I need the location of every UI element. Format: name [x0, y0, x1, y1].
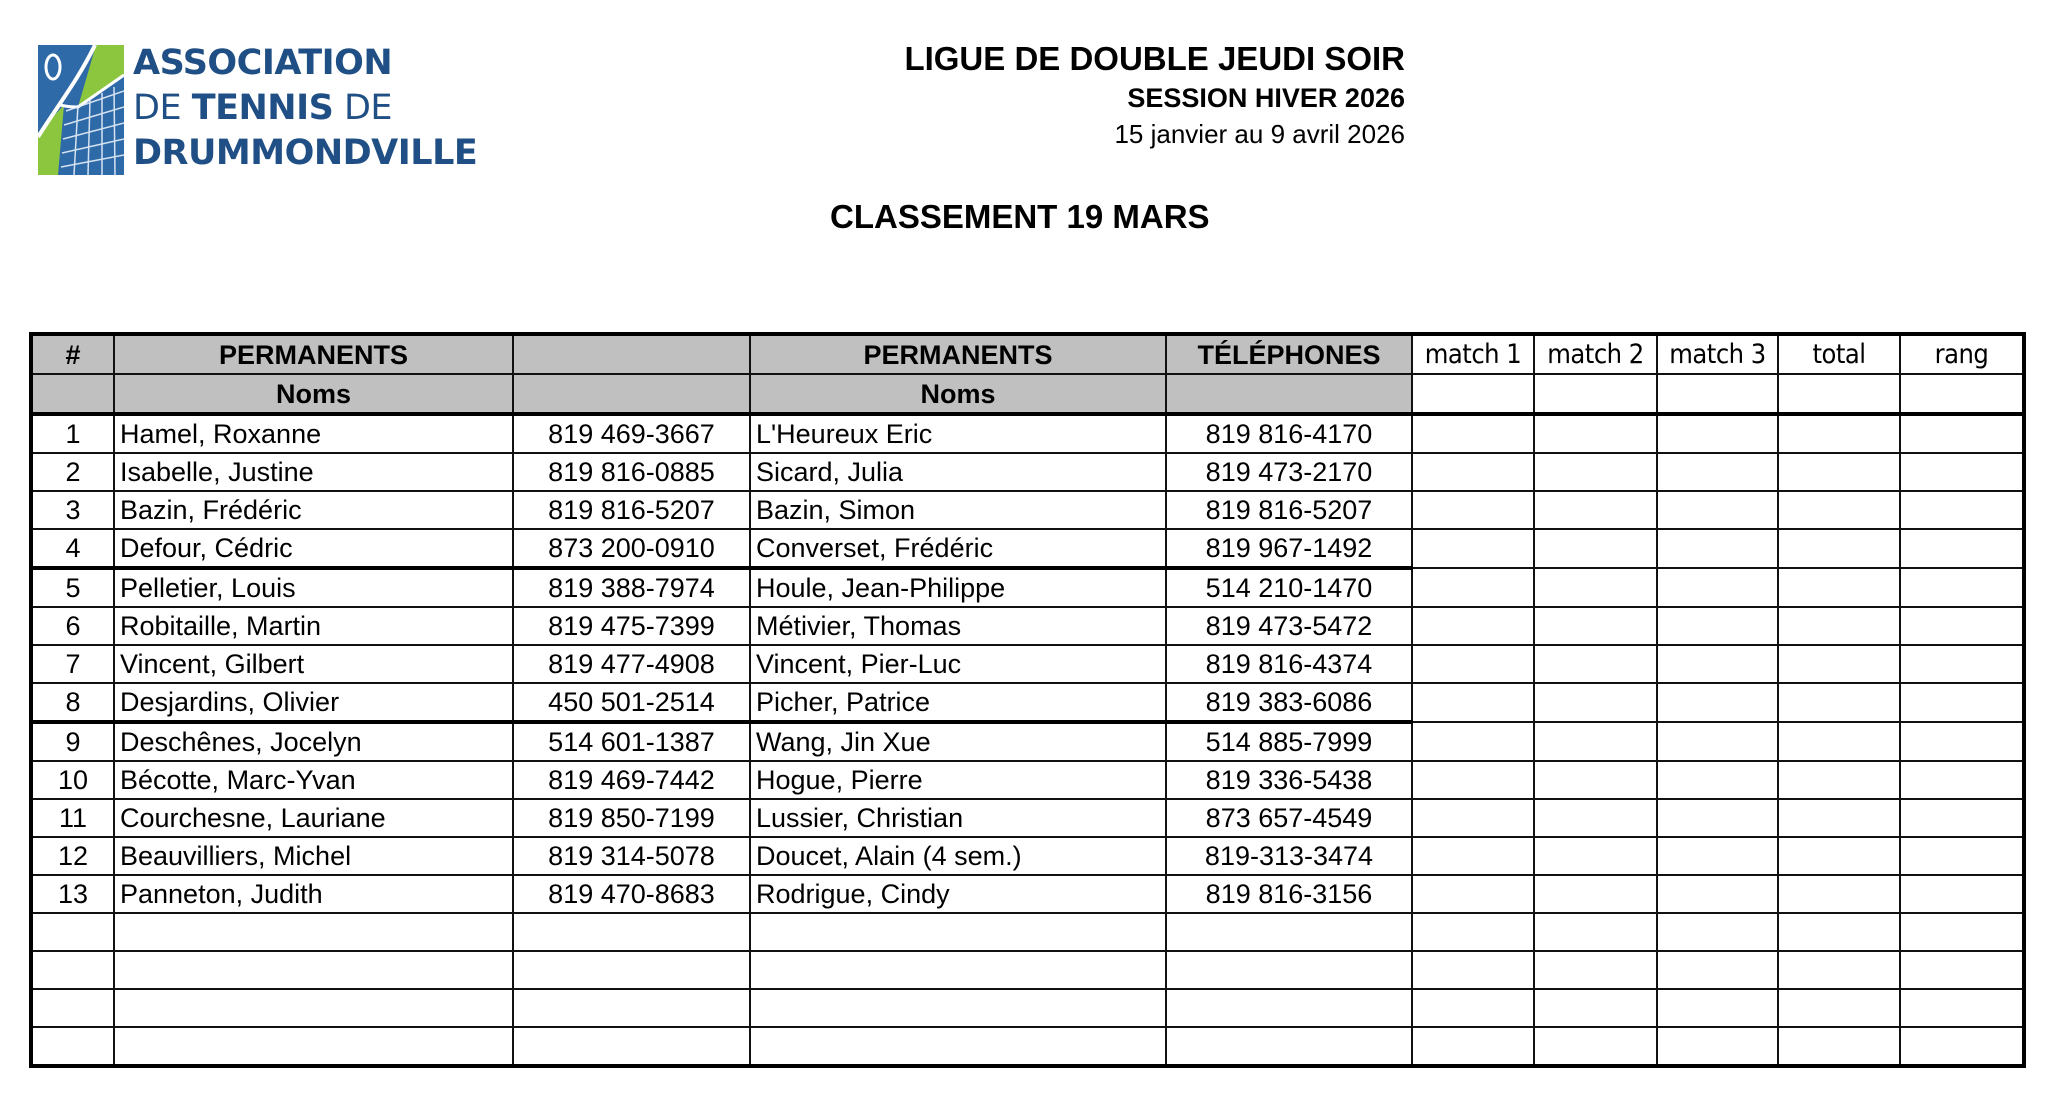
- match-1-score: [1412, 453, 1534, 491]
- column-header-permanents-1: PERMANENTS: [114, 334, 513, 374]
- match-2-score: [1534, 607, 1657, 645]
- logo-line-3: DRUMMONDVILLE: [133, 133, 478, 173]
- column-header-number: #: [31, 334, 114, 374]
- rank-cell: [1900, 414, 2024, 453]
- total-score: [1778, 568, 1900, 607]
- column-header-permanents-2: PERMANENTS: [750, 334, 1166, 374]
- player-2-name: Métivier, Thomas: [750, 607, 1166, 645]
- match-3-score: [1657, 491, 1778, 529]
- player-1-phone: 819 388-7974: [513, 568, 750, 607]
- match-2-score: [1534, 645, 1657, 683]
- match-3-score: [1657, 761, 1778, 799]
- match-1-score: [1412, 951, 1534, 989]
- match-1-score: [1412, 1027, 1534, 1066]
- match-3-score: [1657, 645, 1778, 683]
- player-1-name: Robitaille, Martin: [114, 607, 513, 645]
- column-header-phones: TÉLÉPHONES: [1166, 334, 1412, 374]
- team-number: [31, 913, 114, 951]
- subheader-phones: [1166, 374, 1412, 414]
- team-number: 9: [31, 722, 114, 761]
- player-2-phone: 819 816-4170: [1166, 414, 1412, 453]
- tennis-logo-icon: [38, 45, 124, 175]
- match-3-score: [1657, 875, 1778, 913]
- match-2-score: [1534, 568, 1657, 607]
- match-2-score: [1534, 453, 1657, 491]
- player-2-phone: [1166, 989, 1412, 1027]
- column-header-phone-1: [513, 334, 750, 374]
- match-3-score: [1657, 989, 1778, 1027]
- rank-cell: [1900, 1027, 2024, 1066]
- rank-cell: [1900, 837, 2024, 875]
- team-number: 5: [31, 568, 114, 607]
- column-header-match-2: match 2: [1534, 334, 1657, 374]
- match-1-score: [1412, 607, 1534, 645]
- logo-line-1: ASSOCIATION: [133, 43, 393, 83]
- total-score: [1778, 951, 1900, 989]
- table-row: [31, 951, 2024, 989]
- player-1-phone: [513, 951, 750, 989]
- column-header-match-1: match 1: [1412, 334, 1534, 374]
- player-1-name: [114, 913, 513, 951]
- logo-wordmark: [133, 41, 477, 176]
- rank-cell: [1900, 989, 2024, 1027]
- player-2-name: Lussier, Christian: [750, 799, 1166, 837]
- table-row: [31, 989, 2024, 1027]
- player-2-phone: 819 967-1492: [1166, 529, 1412, 568]
- rank-cell: [1900, 607, 2024, 645]
- column-header-rank: rang: [1900, 334, 2024, 374]
- match-1-score: [1412, 837, 1534, 875]
- match-1-score: [1412, 529, 1534, 568]
- player-2-phone: 819 816-4374: [1166, 645, 1412, 683]
- league-title: LIGUE DE DOUBLE JEUDI SOIR: [904, 40, 1405, 77]
- ranking-title: CLASSEMENT 19 MARS: [830, 198, 1210, 235]
- table-row: [31, 453, 2024, 491]
- logo-line-2: DE TENNIS DE: [133, 88, 393, 128]
- match-2-score: [1534, 951, 1657, 989]
- match-3-score: [1657, 1027, 1778, 1066]
- player-1-phone: [513, 913, 750, 951]
- match-2-score: [1534, 837, 1657, 875]
- match-1-score: [1412, 913, 1534, 951]
- player-1-name: Hamel, Roxanne: [114, 414, 513, 453]
- team-number: 3: [31, 491, 114, 529]
- player-2-name: Sicard, Julia: [750, 453, 1166, 491]
- total-score: [1778, 529, 1900, 568]
- player-1-name: [114, 951, 513, 989]
- player-1-name: Beauvilliers, Michel: [114, 837, 513, 875]
- total-score: [1778, 875, 1900, 913]
- match-3-score: [1657, 951, 1778, 989]
- total-score: [1778, 607, 1900, 645]
- team-number: 12: [31, 837, 114, 875]
- player-1-phone: 514 601-1387: [513, 722, 750, 761]
- subheader-number: [31, 374, 114, 414]
- team-number: 10: [31, 761, 114, 799]
- player-1-name: Bazin, Frédéric: [114, 491, 513, 529]
- rank-cell: [1900, 761, 2024, 799]
- total-score: [1778, 913, 1900, 951]
- player-2-name: Wang, Jin Xue: [750, 722, 1166, 761]
- association-logo: [38, 43, 478, 177]
- player-2-phone: [1166, 913, 1412, 951]
- team-number: 8: [31, 683, 114, 722]
- header-row: [31, 334, 2024, 374]
- match-2-score: [1534, 491, 1657, 529]
- match-3-score: [1657, 722, 1778, 761]
- total-score: [1778, 414, 1900, 453]
- player-2-phone: 819 336-5438: [1166, 761, 1412, 799]
- player-1-name: Isabelle, Justine: [114, 453, 513, 491]
- match-1-score: [1412, 875, 1534, 913]
- rank-cell: [1900, 951, 2024, 989]
- match-1-score: [1412, 683, 1534, 722]
- total-score: [1778, 799, 1900, 837]
- table-row: [31, 837, 2024, 875]
- player-2-name: Bazin, Simon: [750, 491, 1166, 529]
- match-1-score: [1412, 722, 1534, 761]
- player-1-name: Deschênes, Jocelyn: [114, 722, 513, 761]
- player-2-name: [750, 1027, 1166, 1066]
- subheader-match-3: [1657, 374, 1778, 414]
- match-2-score: [1534, 722, 1657, 761]
- match-2-score: [1534, 761, 1657, 799]
- match-2-score: [1534, 989, 1657, 1027]
- match-3-score: [1657, 453, 1778, 491]
- player-1-name: Defour, Cédric: [114, 529, 513, 568]
- player-1-phone: 819 470-8683: [513, 875, 750, 913]
- match-1-score: [1412, 989, 1534, 1027]
- subheader-phone-1: [513, 374, 750, 414]
- player-2-name: L'Heureux Eric: [750, 414, 1166, 453]
- table-row: [31, 722, 2024, 761]
- player-1-phone: 819 816-5207: [513, 491, 750, 529]
- player-2-name: [750, 989, 1166, 1027]
- player-1-name: Vincent, Gilbert: [114, 645, 513, 683]
- team-number: 13: [31, 875, 114, 913]
- player-1-name: Desjardins, Olivier: [114, 683, 513, 722]
- rank-cell: [1900, 529, 2024, 568]
- subheader-row: [31, 374, 2024, 414]
- player-1-phone: [513, 1027, 750, 1066]
- match-2-score: [1534, 1027, 1657, 1066]
- standings-table: [29, 332, 2026, 1068]
- player-1-phone: 819 469-7442: [513, 761, 750, 799]
- team-number: [31, 951, 114, 989]
- total-score: [1778, 645, 1900, 683]
- match-3-score: [1657, 414, 1778, 453]
- rank-cell: [1900, 568, 2024, 607]
- rank-cell: [1900, 799, 2024, 837]
- player-2-phone: [1166, 1027, 1412, 1066]
- player-1-phone: [513, 989, 750, 1027]
- table-row: [31, 1027, 2024, 1066]
- player-2-phone: 514 885-7999: [1166, 722, 1412, 761]
- player-2-phone: 514 210-1470: [1166, 568, 1412, 607]
- team-number: 4: [31, 529, 114, 568]
- player-2-phone: 819-313-3474: [1166, 837, 1412, 875]
- match-3-score: [1657, 799, 1778, 837]
- match-2-score: [1534, 683, 1657, 722]
- subheader-match-1: [1412, 374, 1534, 414]
- match-2-score: [1534, 799, 1657, 837]
- match-1-score: [1412, 799, 1534, 837]
- total-score: [1778, 837, 1900, 875]
- team-number: 1: [31, 414, 114, 453]
- total-score: [1778, 1027, 1900, 1066]
- team-number: [31, 989, 114, 1027]
- subheader-noms-1: Noms: [114, 374, 513, 414]
- player-1-phone: 450 501-2514: [513, 683, 750, 722]
- session-dates: 15 janvier au 9 avril 2026: [1114, 119, 1405, 149]
- match-1-score: [1412, 761, 1534, 799]
- player-2-phone: 819 816-3156: [1166, 875, 1412, 913]
- player-1-phone: 819 475-7399: [513, 607, 750, 645]
- team-number: 6: [31, 607, 114, 645]
- subheader-match-2: [1534, 374, 1657, 414]
- total-score: [1778, 761, 1900, 799]
- table-row: [31, 913, 2024, 951]
- match-3-score: [1657, 913, 1778, 951]
- player-1-phone: 819 314-5078: [513, 837, 750, 875]
- player-1-name: [114, 989, 513, 1027]
- match-1-score: [1412, 414, 1534, 453]
- match-3-score: [1657, 683, 1778, 722]
- rank-cell: [1900, 645, 2024, 683]
- player-1-phone: 819 477-4908: [513, 645, 750, 683]
- player-1-phone: 873 200-0910: [513, 529, 750, 568]
- document-header: [904, 38, 1405, 152]
- subheader-noms-2: Noms: [750, 374, 1166, 414]
- table-row: [31, 875, 2024, 913]
- player-2-name: Houle, Jean-Philippe: [750, 568, 1166, 607]
- match-2-score: [1534, 913, 1657, 951]
- table-row: [31, 645, 2024, 683]
- player-1-phone: 819 469-3667: [513, 414, 750, 453]
- team-number: 7: [31, 645, 114, 683]
- subheader-rank: [1900, 374, 2024, 414]
- session-title: SESSION HIVER 2026: [1127, 83, 1405, 113]
- total-score: [1778, 453, 1900, 491]
- player-1-name: [114, 1027, 513, 1066]
- player-1-name: Panneton, Judith: [114, 875, 513, 913]
- team-number: 2: [31, 453, 114, 491]
- match-2-score: [1534, 414, 1657, 453]
- rank-cell: [1900, 875, 2024, 913]
- table-row: [31, 607, 2024, 645]
- table-row: [31, 761, 2024, 799]
- table-row: [31, 414, 2024, 453]
- match-1-score: [1412, 568, 1534, 607]
- column-header-total: total: [1778, 334, 1900, 374]
- rank-cell: [1900, 913, 2024, 951]
- team-number: 11: [31, 799, 114, 837]
- total-score: [1778, 722, 1900, 761]
- column-header-match-3: match 3: [1657, 334, 1778, 374]
- match-3-score: [1657, 568, 1778, 607]
- total-score: [1778, 989, 1900, 1027]
- player-2-name: Doucet, Alain (4 sem.): [750, 837, 1166, 875]
- match-2-score: [1534, 529, 1657, 568]
- player-1-phone: 819 816-0885: [513, 453, 750, 491]
- player-1-name: Pelletier, Louis: [114, 568, 513, 607]
- player-2-name: [750, 951, 1166, 989]
- rank-cell: [1900, 683, 2024, 722]
- player-1-name: Bécotte, Marc-Yvan: [114, 761, 513, 799]
- subheader-total: [1778, 374, 1900, 414]
- player-2-phone: 819 473-2170: [1166, 453, 1412, 491]
- player-2-phone: 873 657-4549: [1166, 799, 1412, 837]
- match-3-score: [1657, 607, 1778, 645]
- total-score: [1778, 683, 1900, 722]
- match-1-score: [1412, 645, 1534, 683]
- player-2-name: Picher, Patrice: [750, 683, 1166, 722]
- total-score: [1778, 491, 1900, 529]
- table-row: [31, 491, 2024, 529]
- rank-cell: [1900, 453, 2024, 491]
- table-row: [31, 683, 2024, 722]
- player-2-phone: 819 816-5207: [1166, 491, 1412, 529]
- table-row: [31, 529, 2024, 568]
- match-3-score: [1657, 837, 1778, 875]
- table-row: [31, 568, 2024, 607]
- player-1-name: Courchesne, Lauriane: [114, 799, 513, 837]
- table-row: [31, 799, 2024, 837]
- player-2-phone: 819 473-5472: [1166, 607, 1412, 645]
- player-2-name: Rodrigue, Cindy: [750, 875, 1166, 913]
- player-2-phone: 819 383-6086: [1166, 683, 1412, 722]
- match-3-score: [1657, 529, 1778, 568]
- rank-cell: [1900, 491, 2024, 529]
- player-2-name: Vincent, Pier-Luc: [750, 645, 1166, 683]
- player-2-phone: [1166, 951, 1412, 989]
- player-2-name: Hogue, Pierre: [750, 761, 1166, 799]
- player-2-name: [750, 913, 1166, 951]
- rank-cell: [1900, 722, 2024, 761]
- team-number: [31, 1027, 114, 1066]
- match-2-score: [1534, 875, 1657, 913]
- player-2-name: Converset, Frédéric: [750, 529, 1166, 568]
- player-1-phone: 819 850-7199: [513, 799, 750, 837]
- match-1-score: [1412, 491, 1534, 529]
